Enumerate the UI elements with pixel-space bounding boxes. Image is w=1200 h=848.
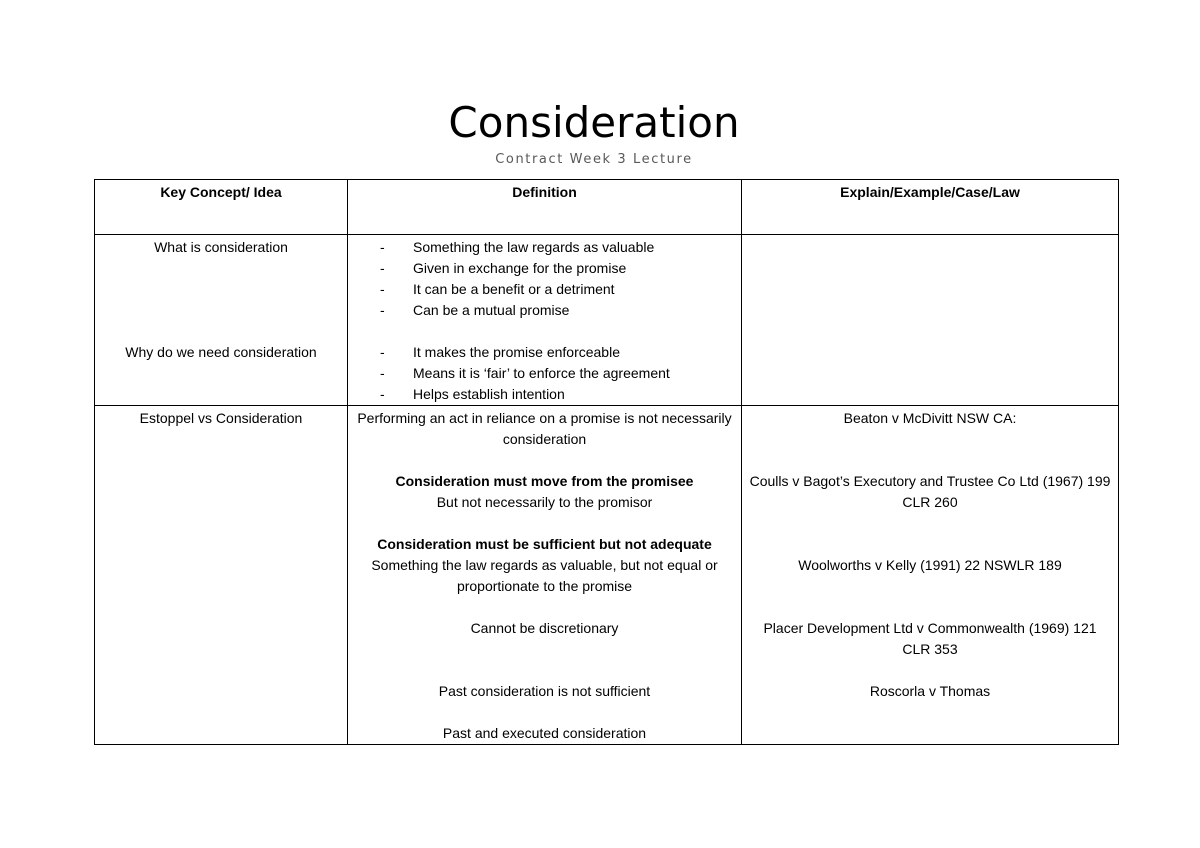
definition-text: Cannot be discretionary (470, 620, 619, 636)
table-row (95, 406, 1119, 745)
definition-text: Past consideration is not sufficient (438, 683, 651, 699)
list-item: - Something the law regards as valuable (380, 237, 735, 258)
definition-text: But not necessarily to the promisor (436, 494, 653, 510)
definition-cell (348, 235, 742, 406)
document-title: Consideration (448, 98, 740, 147)
document-subtitle: Contract Week 3 Lecture (495, 152, 693, 167)
case-citation: Placer Development Ltd v Commonwealth (1969) 121 CLR 353 (763, 620, 1097, 657)
definition-text: Performing an act in reliance on a promise is not necessarily consideration (357, 410, 732, 447)
definition-list (354, 342, 735, 405)
definition-heading: Consideration must move from the promisee (395, 473, 694, 489)
concept-what-is: What is consideration (154, 239, 288, 255)
definition-text: Something the law regards as valuable, but not equal or proportionate to the promise (371, 557, 718, 594)
case-citation: Beaton v McDivitt NSW CA: (843, 410, 1017, 426)
table-row (95, 235, 1119, 406)
table-header-row (95, 180, 1119, 235)
header-key-concept: Key Concept/ Idea (95, 180, 348, 235)
definition-cell (348, 406, 742, 745)
definition-text: Past and executed consideration (442, 725, 647, 741)
explain-cell (742, 406, 1119, 745)
definition-heading: Consideration must be sufficient but not adequate (377, 536, 712, 552)
header-explain: Explain/Example/Case/Law (742, 180, 1119, 235)
header-definition: Definition (348, 180, 742, 235)
definition-list (354, 237, 735, 321)
concept-estoppel: Estoppel vs Consideration (139, 410, 303, 426)
case-citation: Roscorla v Thomas (869, 683, 991, 699)
concept-cell (95, 406, 348, 745)
case-citation: Coulls v Bagot’s Executory and Trustee Co Ltd (1967) 199 CLR 260 (749, 473, 1111, 510)
list-item: - It can be a benefit or a detriment (380, 279, 735, 300)
consideration-table (94, 179, 1119, 745)
list-item: - Helps establish intention (380, 384, 735, 405)
list-item: - Can be a mutual promise (380, 300, 735, 321)
list-item: - It makes the promise enforceable (380, 342, 735, 363)
concept-why-need: Why do we need consideration (125, 344, 317, 360)
list-item: - Given in exchange for the promise (380, 258, 735, 279)
list-item: - Means it is ‘fair’ to enforce the agreement (380, 363, 735, 384)
case-citation: Woolworths v Kelly (1991) 22 NSWLR 189 (798, 557, 1062, 573)
concept-cell (95, 235, 348, 406)
explain-cell (742, 235, 1119, 406)
